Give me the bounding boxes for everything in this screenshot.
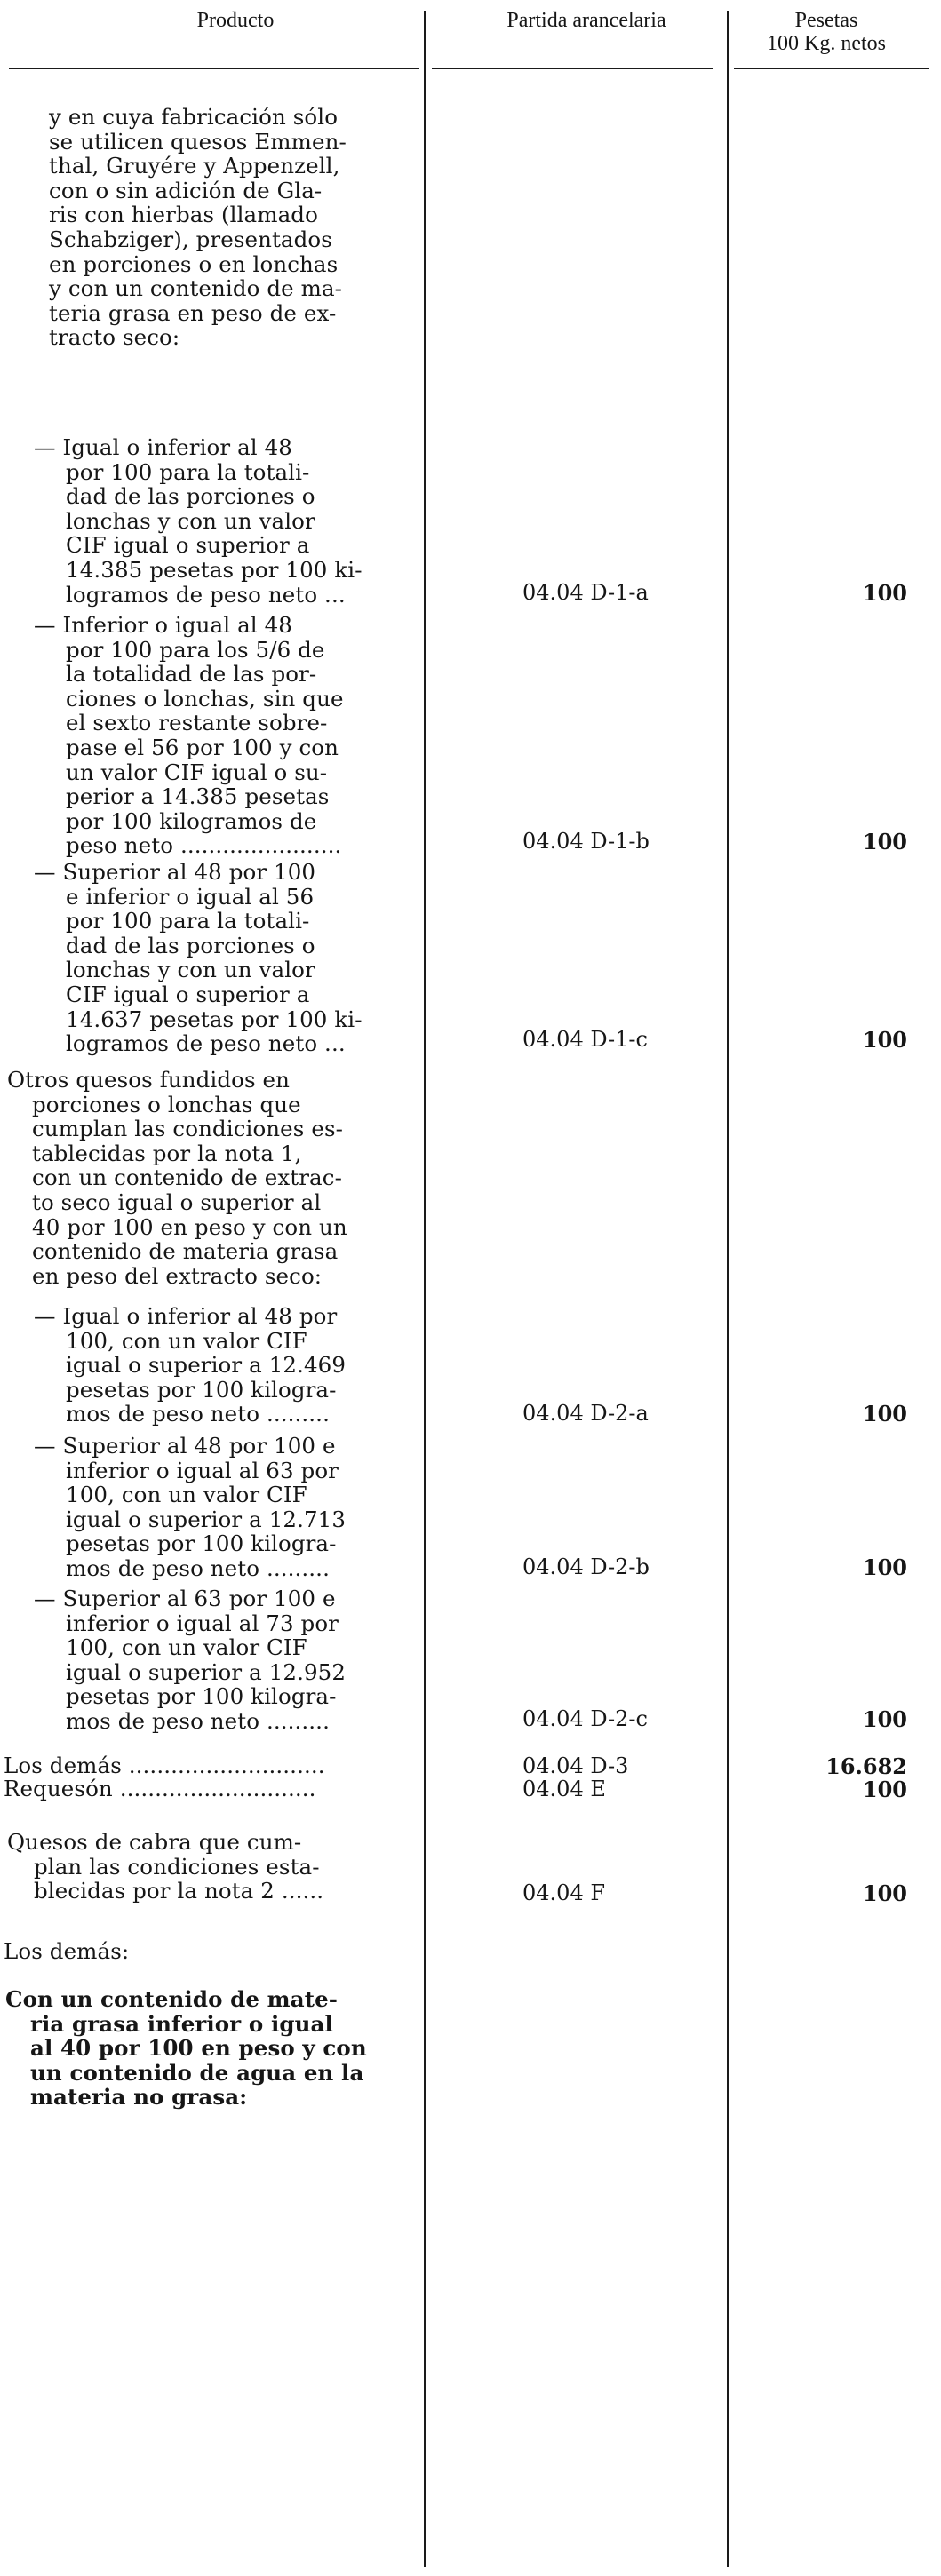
text-line: ris con hierbas (llamado (49, 202, 318, 228)
text-line: cumplan las condiciones es- (32, 1116, 343, 1142)
text-line: pesetas por 100 kilogra- (66, 1376, 337, 1403)
item-d2a-value: 100 (862, 1401, 907, 1427)
text-line: plan las condiciones esta- (34, 1853, 320, 1880)
item-f-value: 100 (862, 1880, 907, 1906)
text-line: 100, con un valor CIF (66, 1634, 307, 1661)
text-line: tracto seco: (49, 324, 180, 351)
text-line: mos de peso neto ......... (66, 1554, 330, 1581)
header-underline-producto (9, 68, 419, 69)
text-line: dad de las porciones o (66, 932, 315, 958)
item-e-code: 04.04 E (522, 1777, 606, 1801)
item-f-code: 04.04 F (522, 1880, 605, 1905)
text-line: teria grasa en peso de ex- (49, 299, 337, 326)
text-line: igual o superior a 12.952 (66, 1658, 347, 1685)
item-d1c-code: 04.04 D-1-c (522, 1027, 648, 1052)
text-line: mos de peso neto ......... (66, 1401, 330, 1427)
text-line: y con un contenido de ma- (49, 275, 343, 302)
item-e-description (4, 1777, 421, 1801)
text-line: 40 por 100 en peso y con un (32, 1213, 347, 1240)
text-line: porciones o lonchas que (32, 1091, 301, 1117)
los-demas-heading (4, 1939, 421, 1964)
header-underline-partida (432, 68, 713, 69)
header-underline-pesetas (734, 68, 929, 69)
text-line: mos de peso neto ......... (66, 1707, 330, 1734)
text-line: — Superior al 48 por 100 e (34, 1433, 336, 1459)
text-line: Los demás ............................ (4, 1753, 325, 1778)
text-line: — Inferior o igual al 48 (34, 612, 292, 638)
header-partida-arancelaria: Partida arancelaria (506, 9, 666, 32)
text-line: ciones o lonchas, sin que (66, 685, 344, 712)
final-paragraph (5, 1987, 423, 2110)
item-d1a-code: 04.04 D-1-a (522, 580, 649, 605)
header-pesetas (738, 9, 915, 55)
text-line: en peso del extracto seco: (32, 1262, 323, 1289)
text-line: la totalidad de las por- (66, 661, 317, 688)
text-line: pesetas por 100 kilogra- (66, 1530, 337, 1557)
item-d1b-value: 100 (862, 829, 907, 855)
text-line: un valor CIF igual o su- (66, 759, 328, 785)
text-line: el sexto restante sobre- (66, 710, 328, 736)
item-f-description (7, 1830, 425, 1904)
text-line: perior a 14.385 pesetas (66, 783, 330, 810)
text-line: por 100 para la totali- (66, 908, 310, 934)
text-line: dad de las porciones o (66, 483, 315, 510)
header-producto: Producto (196, 9, 275, 32)
text-line: — Igual o inferior al 48 (34, 434, 292, 460)
header-pesetas-line2: 100 Kg. netos (767, 32, 886, 55)
text-line: CIF igual o superior a (66, 981, 310, 1007)
text-line: 100, con un valor CIF (66, 1327, 307, 1354)
text-line: por 100 para los 5/6 de (66, 636, 325, 663)
column-divider-left (424, 11, 426, 2567)
item-d3-value: 16.682 (825, 1753, 907, 1779)
text-line: blecidas por la nota 2 ...... (34, 1878, 324, 1904)
item-d1b-description (34, 613, 425, 858)
text-line: igual o superior a 12.713 (66, 1506, 347, 1532)
intro-paragraph (49, 105, 422, 350)
text-line: Requesón ............................ (4, 1776, 316, 1801)
text-line: 14.637 pesetas por 100 ki- (66, 1006, 363, 1032)
item-d2b-description (34, 1434, 425, 1581)
text-line: 100, con un valor CIF (66, 1482, 307, 1508)
item-d1b-code: 04.04 D-1-b (522, 829, 650, 854)
text-line: Schabziger), presentados (49, 226, 332, 252)
text-line: thal, Gruyére y Appenzell, (49, 153, 340, 179)
text-line: Otros quesos fundidos en (7, 1067, 291, 1093)
text-line: por 100 para la totali- (66, 458, 310, 485)
item-d3-description (4, 1753, 421, 1778)
text-line: logramos de peso neto ... (66, 581, 346, 608)
text-line: se utilicen quesos Emmen- (49, 128, 347, 155)
otros-quesos-paragraph (7, 1068, 425, 1288)
text-line: materia no grasa: (30, 2084, 248, 2111)
text-line: — Superior al 63 por 100 e (34, 1586, 336, 1611)
text-line: inferior o igual al 63 por (66, 1457, 339, 1483)
text-line: pesetas por 100 kilogra- (66, 1683, 337, 1710)
item-d2c-description (34, 1586, 425, 1734)
item-d1c-value: 100 (862, 1027, 907, 1053)
header-pesetas-line1: Pesetas (794, 9, 858, 32)
text-line: Quesos de cabra que cum- (7, 1829, 302, 1855)
text-line: con un contenido de extrac- (32, 1165, 342, 1191)
text-line: inferior o igual al 73 por (66, 1610, 339, 1636)
text-line: to seco igual o superior al (32, 1189, 322, 1215)
item-d1a-description (34, 435, 425, 607)
text-line: ria grasa inferior o igual (30, 2010, 333, 2037)
item-e-value: 100 (862, 1777, 907, 1802)
text-line: en porciones o en lonchas (49, 250, 339, 277)
item-d2c-value: 100 (862, 1706, 907, 1732)
text-line: CIF igual o superior a (66, 532, 310, 559)
text-line: con o sin adición de Gla- (49, 177, 323, 203)
item-d1a-value: 100 (862, 580, 907, 606)
item-d2b-code: 04.04 D-2-b (522, 1554, 650, 1579)
text-line: peso neto ....................... (66, 832, 342, 859)
text-line: lonchas y con un valor (66, 507, 315, 534)
text-line: e inferior o igual al 56 (66, 883, 315, 910)
item-d2a-description (34, 1304, 425, 1427)
text-line: lonchas y con un valor (66, 957, 315, 983)
text-line: 14.385 pesetas por 100 ki- (66, 556, 363, 583)
text-line: tablecidas por la nota 1, (32, 1140, 302, 1166)
column-divider-right (727, 11, 729, 2567)
text-line: por 100 kilogramos de (66, 807, 317, 834)
item-d2b-value: 100 (862, 1554, 907, 1580)
item-d2a-code: 04.04 D-2-a (522, 1401, 649, 1426)
text-line: un contenido de agua en la (30, 2059, 364, 2086)
text-line: — Superior al 48 por 100 (34, 859, 316, 885)
text-line: pase el 56 por 100 y con (66, 734, 339, 760)
text-line: — Igual o inferior al 48 por (34, 1303, 338, 1329)
item-d3-code: 04.04 D-3 (522, 1753, 629, 1778)
text-line: y en cuya fabricación sólo (49, 104, 339, 130)
text-line: al 40 por 100 en peso y con (30, 2035, 367, 2062)
text-line: Los demás: (4, 1938, 130, 1964)
text-line: Con un contenido de mate- (5, 1986, 339, 2012)
text-line: igual o superior a 12.469 (66, 1352, 347, 1379)
text-line: contenido de materia grasa (32, 1238, 339, 1265)
text-line: logramos de peso neto ... (66, 1030, 346, 1057)
item-d2c-code: 04.04 D-2-c (522, 1706, 648, 1731)
item-d1c-description (34, 860, 425, 1056)
